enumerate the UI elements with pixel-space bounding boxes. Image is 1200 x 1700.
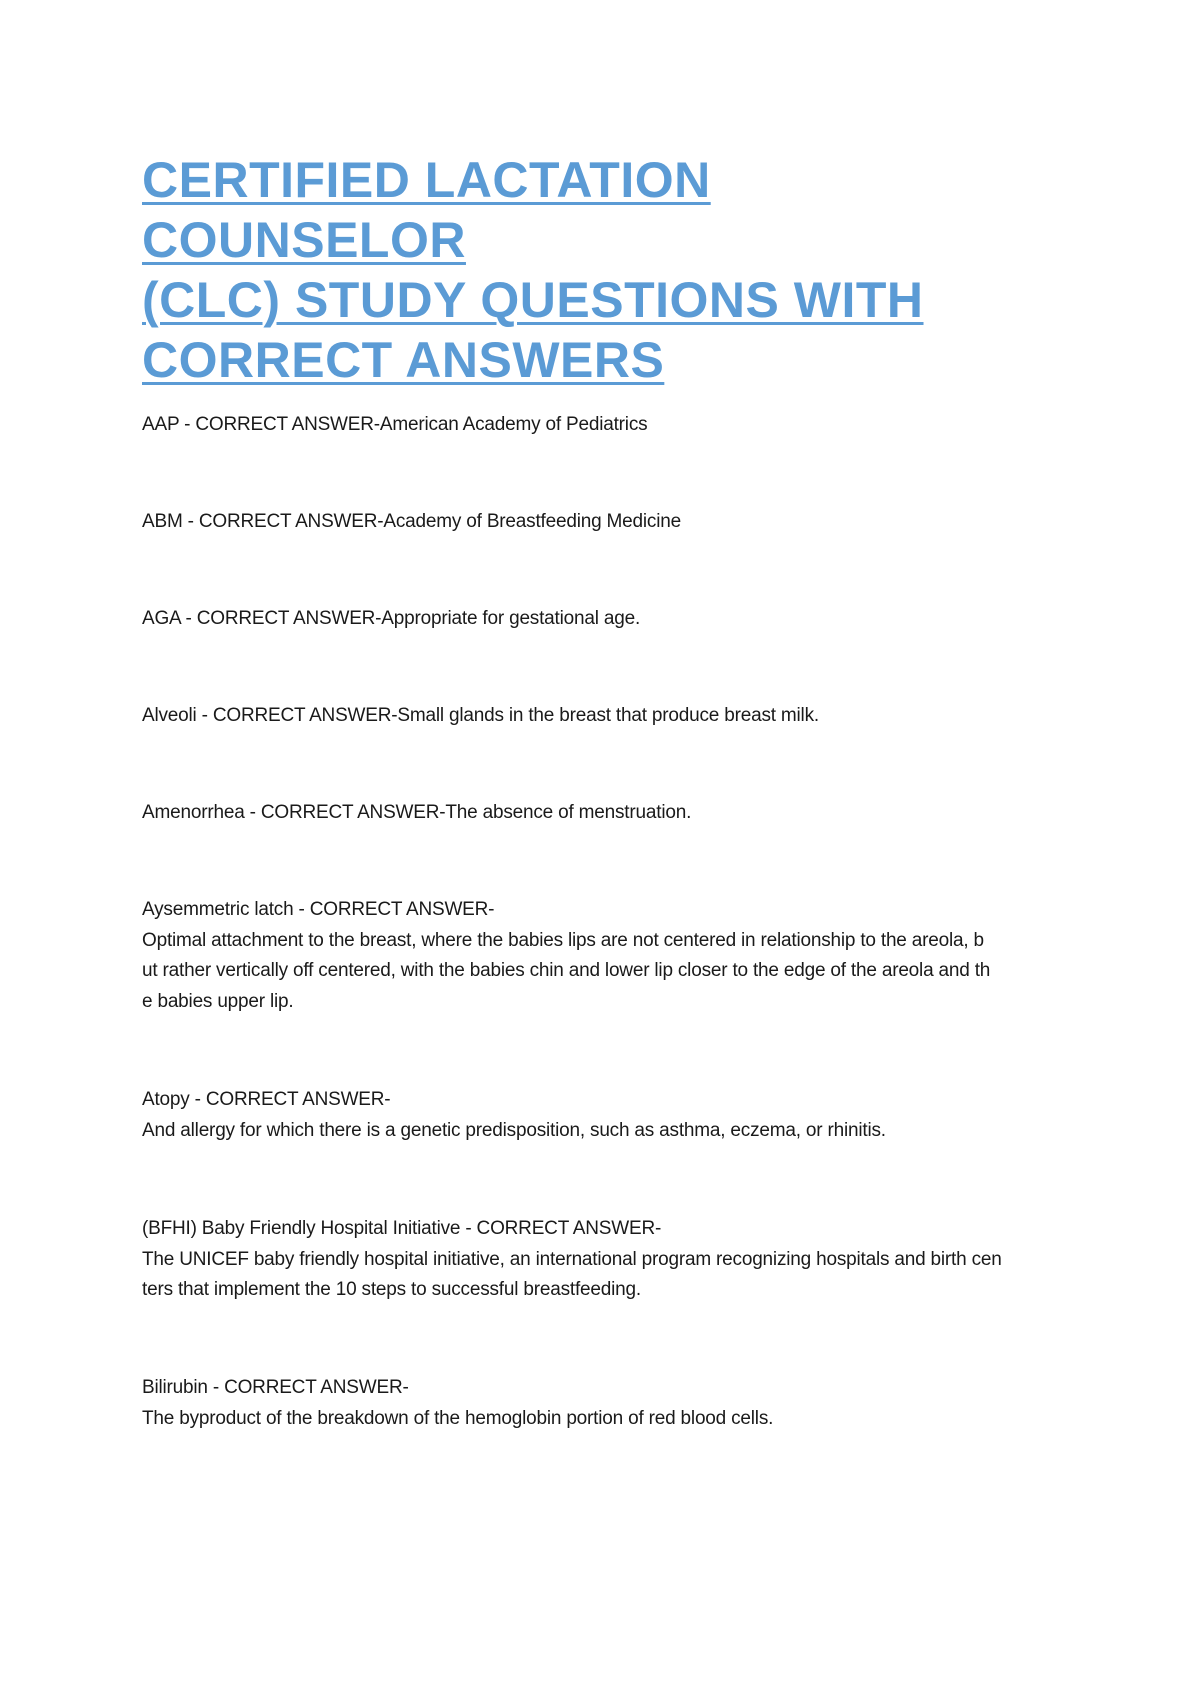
title-line: (CLC) STUDY QUESTIONS WITH [142, 272, 924, 328]
entry-line: Bilirubin - CORRECT ANSWER- [142, 1377, 409, 1398]
entry-line: And allergy for which there is a genetic predisposition, such as asthma, eczema, or rhinitis. [142, 1119, 886, 1141]
entry-line: ters that implement the 10 steps to successful breastfeeding. [142, 1279, 641, 1300]
glossary-entry-atopy [142, 1085, 1072, 1146]
entry-line: ABM - CORRECT ANSWER-Academy of Breastfeeding Medicine [142, 511, 681, 532]
entry-line: AGA - CORRECT ANSWER-Appropriate for gestational age. [142, 608, 641, 629]
glossary-entry-bilirubin [142, 1373, 1072, 1434]
entry-line: e babies upper lip. [142, 990, 294, 1012]
entry-line: Amenorrhea - CORRECT ANSWER-The absence of menstruation. [142, 802, 692, 823]
title-line: CORRECT ANSWERS [142, 332, 665, 388]
entry-line: (BFHI) Baby Friendly Hospital Initiative - CORRECT ANSWER- [142, 1218, 662, 1239]
glossary-entry-bfhi [142, 1214, 1072, 1306]
glossary-entry-aap [142, 410, 1072, 441]
entry-line: Aysemmetric latch - CORRECT ANSWER- [142, 899, 495, 920]
glossary-entry-alveoli [142, 701, 1072, 732]
glossary-entry-abm [142, 507, 1072, 538]
entry-line: ut rather vertically off centered, with the babies chin and lower lip closer to the edge of the areola and th [142, 960, 991, 981]
glossary-entry-amenorrhea [142, 798, 1072, 829]
glossary-entry-asymmetric-latch [142, 895, 1072, 1017]
entry-line: Alveoli - CORRECT ANSWER-Small glands in the breast that produce breast milk. [142, 705, 819, 726]
document-title [142, 150, 1042, 390]
title-line: CERTIFIED LACTATION COUNSELOR [142, 152, 711, 268]
entry-line: The byproduct of the breakdown of the hemoglobin portion of red blood cells. [142, 1407, 774, 1429]
entry-line: Optimal attachment to the breast, where the babies lips are not centered in relationship to the areola, b [142, 929, 984, 951]
entry-line: Atopy - CORRECT ANSWER- [142, 1089, 391, 1110]
entry-line: AAP - CORRECT ANSWER-American Academy of Pediatrics [142, 414, 648, 435]
glossary-entry-aga [142, 604, 1072, 635]
entry-line: The UNICEF baby friendly hospital initiative, an international program recognizing hospitals and birth cen [142, 1248, 1002, 1270]
